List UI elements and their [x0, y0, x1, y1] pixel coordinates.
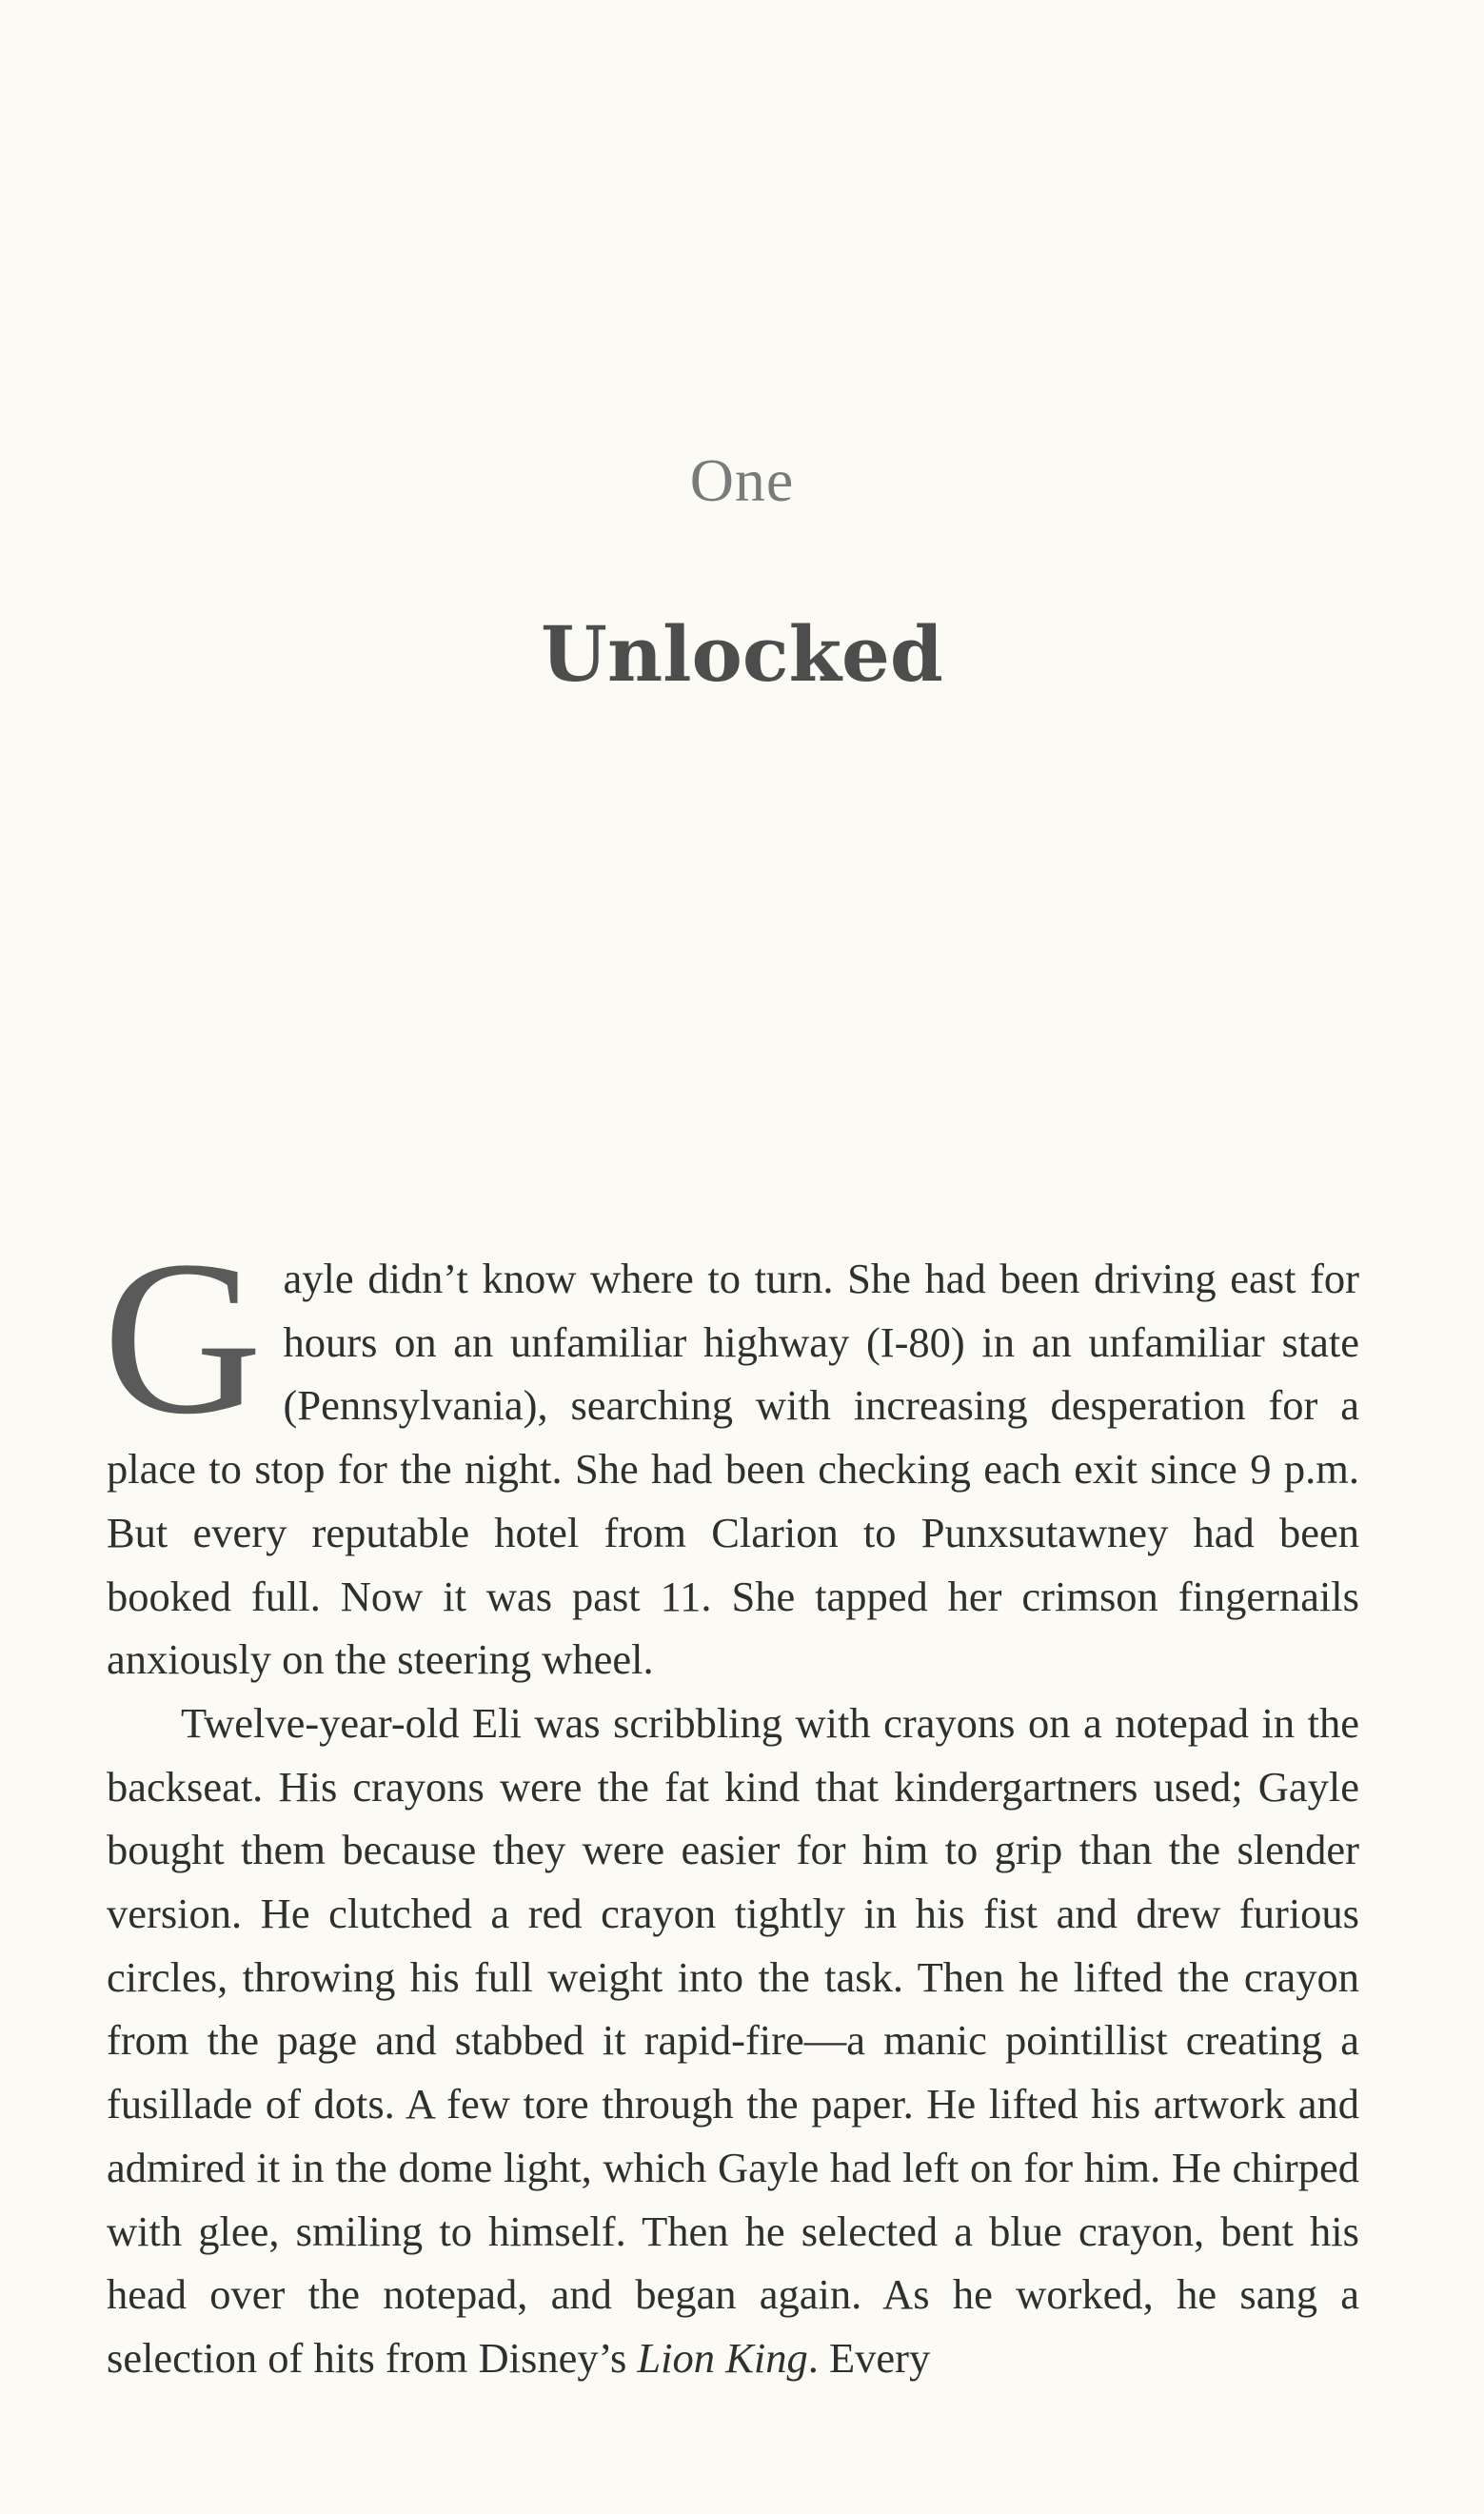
chapter-number: One [689, 446, 795, 514]
drop-cap: G [103, 1216, 263, 1460]
paragraph-2-italic-title: Lion King [637, 2333, 808, 2382]
paragraph-2-text: Twelve-year-old Eli was scribbling with crayons on a notepad in the backseat. His crayons were the fat kind that kindergartners used; Gayle bought them because they were easier for him to grip than the slender version. He clutched a red crayon tightly in his fist and drew furious circles, throwing his full weight into the task. Then he lifted the crayon from the page and stabbed it rapid-fire—a manic pointillist creating a fusillade of dots. A few tore through the paper. He lifted his artwork and admired it in the dome light, which Gayle had left on for him. He chirped with glee, smiling to himself. Then he selected a blue crayon, bent his head over the notepad, and began again. As he worked, he sang a selection of hits from Disney’s [107, 1698, 1359, 2382]
chapter-title: Unlocked [541, 609, 943, 699]
paragraph-1 [103, 1216, 1359, 1692]
paragraph-2 [107, 1692, 1359, 2390]
body-text [103, 1216, 1359, 2390]
paragraph-1-text: ayle didn’t know where to turn. She had been driving east for hours on an unfamiliar highway (I-80) in an unfamiliar state (Pennsylvania), searching with increasing desperation for a place to stop for the night. She had been checking each exit since 9 p.m. But every reputable hotel from Clarion to Punxsutawney had been booked full. Now it was past 11. She tapped her crimson fingernails anxiously on the steering wheel. [107, 1255, 1359, 1684]
paragraph-2-end: . Every [807, 2333, 931, 2382]
